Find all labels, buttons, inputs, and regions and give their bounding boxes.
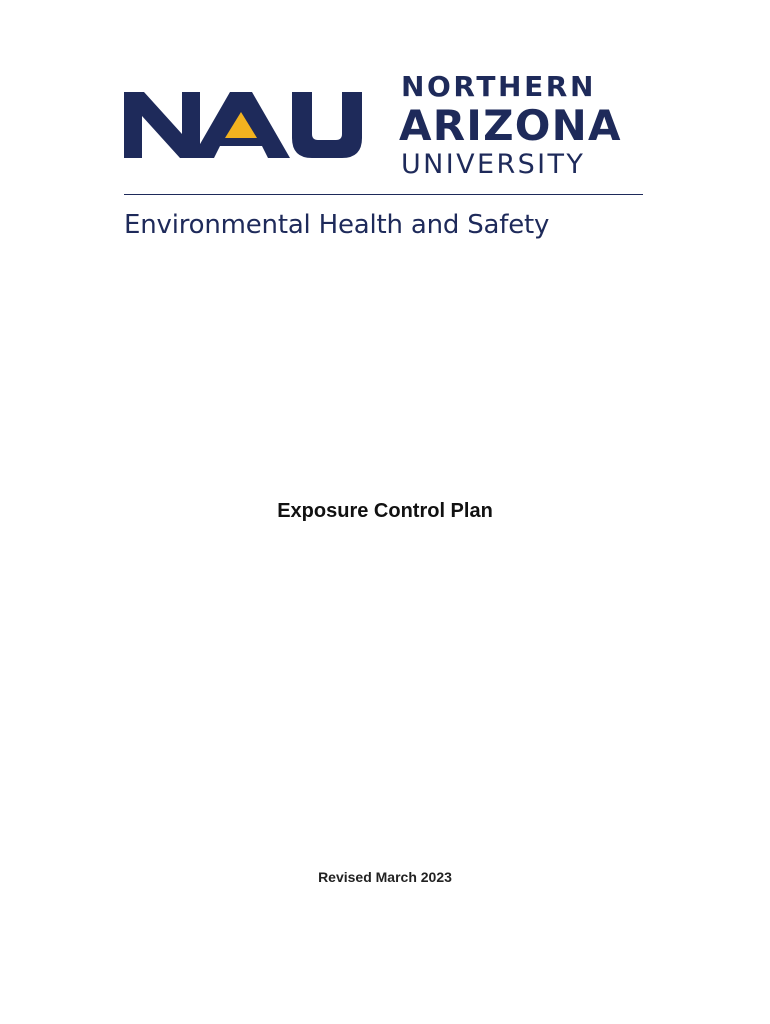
header-divider <box>124 194 643 195</box>
wordmark-arizona: ARIZONA <box>399 101 622 150</box>
logo-letter-n <box>124 92 200 158</box>
nau-monogram-logo <box>124 92 366 158</box>
nau-logo <box>124 70 644 182</box>
logo-letter-u <box>292 92 362 158</box>
revision-date: Revised March 2023 <box>318 869 452 885</box>
department-name: Environmental Health and Safety <box>124 210 550 240</box>
university-wordmark <box>401 70 646 182</box>
wordmark-northern: NORTHERN <box>401 70 596 103</box>
wordmark-university: UNIVERSITY <box>401 149 586 180</box>
document-title: Exposure Control Plan <box>277 500 493 522</box>
